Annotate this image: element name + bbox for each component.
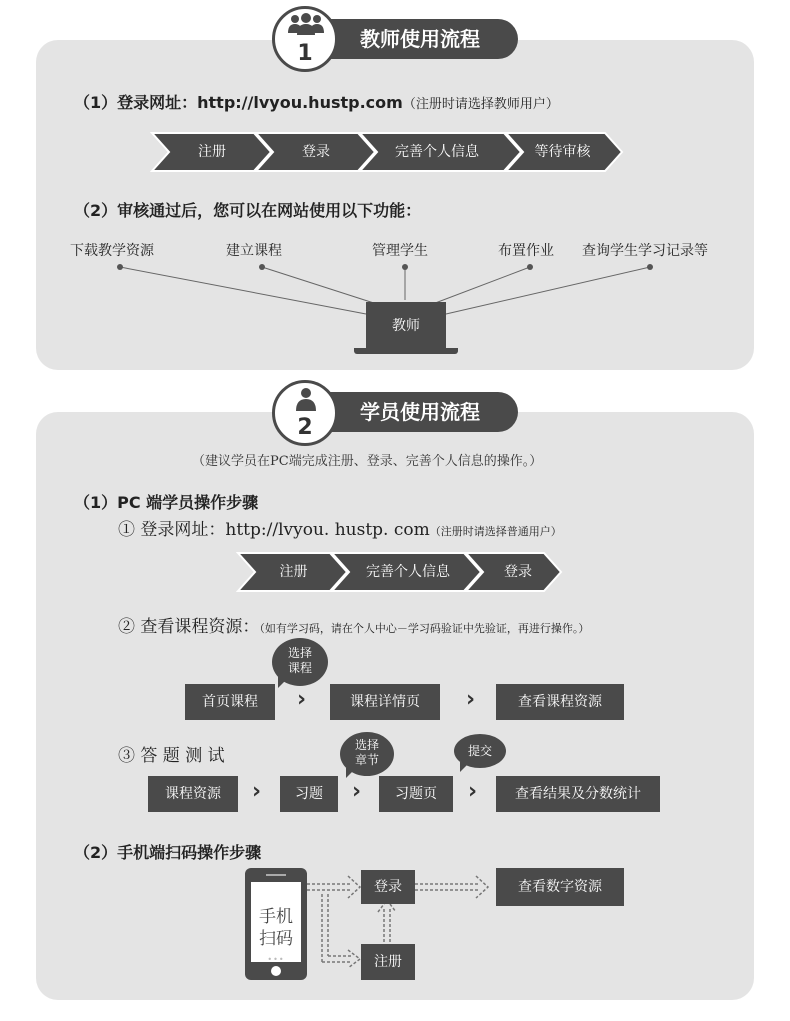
mobile-heading: （2）手机端扫码操作步骤: [74, 843, 262, 862]
teacher-flow-review: 等待审核: [534, 144, 591, 160]
quiz-bubble1-tail: [344, 768, 358, 778]
pc-heading: （1）PC 端学员操作步骤: [74, 493, 259, 512]
mobile-view-resources[interactable]: 查看数字资源: [496, 868, 624, 906]
feature-assign-homework: 布置作业: [498, 243, 554, 259]
chevron-right-icon: ›: [466, 687, 476, 712]
phone-label-line1: 手机: [259, 907, 293, 927]
pc-login-url[interactable]: http://lvyou. hustp. com: [225, 520, 430, 540]
phone-label-line2: 扫码: [259, 929, 293, 949]
teacher-step-number: 1: [297, 41, 313, 66]
teacher-login-note: （注册时请选择教师用户）: [402, 97, 559, 112]
chevron-right-icon: ›: [352, 779, 362, 804]
quiz-bubble1-line1: 选择: [354, 738, 379, 752]
view-note: （如有学习码，请在个人中心－学习码验证中先验证，再进行操作。）: [259, 622, 590, 635]
teacher-title: 教师使用流程: [360, 27, 480, 51]
pc-flow-profile: 完善个人信息: [366, 564, 450, 580]
teacher-login-label: （1）登录网址：: [74, 93, 198, 112]
pc-login-line: [118, 515, 562, 540]
chevron-right-icon: ›: [297, 687, 307, 712]
view-step-course-resources[interactable]: 查看课程资源: [496, 684, 624, 720]
chevron-right-icon: ›: [468, 779, 478, 804]
view-bubble-line2: 课程: [287, 661, 312, 675]
pc-login-note: （注册时请选择普通用户）: [429, 525, 562, 538]
teacher-flow-profile: 完善个人信息: [395, 144, 479, 160]
chevron-right-icon: ›: [252, 779, 262, 804]
quiz-step-results[interactable]: 查看结果及分数统计: [496, 776, 660, 812]
laptop-label: 教师: [392, 318, 420, 334]
student-step-number: 2: [297, 415, 313, 440]
feature-query-records: 查询学生学习记录等: [582, 243, 708, 259]
mobile-login[interactable]: 登录: [361, 870, 415, 904]
teacher-login-url[interactable]: http://lvyou.hustp.com: [197, 93, 403, 112]
quiz-bubble2-tail: [458, 762, 472, 772]
pc-flow-login: 登录: [504, 564, 532, 580]
view-bubble-tail: [276, 676, 292, 688]
student-advice: （建议学员在PC端完成注册、登录、完善个人信息的操作。）: [192, 454, 543, 469]
quiz-bubble-submit: 提交: [454, 734, 506, 768]
quiz-heading: ③ 答 题 测 试: [118, 746, 225, 766]
teacher-features-heading: （2）审核通过后，您可以在网站使用以下功能：: [74, 201, 422, 220]
view-step-home-course[interactable]: 首页课程: [185, 684, 275, 720]
person-icon: [294, 387, 318, 411]
pc-login-label: ① 登录网址：: [118, 520, 226, 540]
mobile-register[interactable]: 注册: [361, 944, 415, 980]
view-heading: ② 查看课程资源：: [118, 617, 260, 637]
teacher-flow-login: 登录: [302, 144, 330, 160]
pc-flow-register: 注册: [279, 564, 308, 580]
quiz-step-course-resources[interactable]: 课程资源: [148, 776, 238, 812]
student-title: 学员使用流程: [360, 400, 480, 424]
student-step-badge: [272, 380, 338, 446]
feature-build-course: 建立课程: [226, 243, 282, 259]
quiz-step-exercises[interactable]: 习题: [280, 776, 338, 812]
feature-download: 下载教学资源: [70, 243, 154, 259]
view-line: [118, 612, 589, 637]
teacher-flow-register: 注册: [198, 144, 226, 160]
feature-manage-students: 管理学生: [372, 243, 428, 259]
view-step-course-detail[interactable]: 课程详情页: [330, 684, 440, 720]
quiz-bubble1-line2: 章节: [354, 753, 379, 767]
view-bubble-line1: 选择: [287, 646, 312, 660]
quiz-step-exercise-page[interactable]: 习题页: [379, 776, 453, 812]
